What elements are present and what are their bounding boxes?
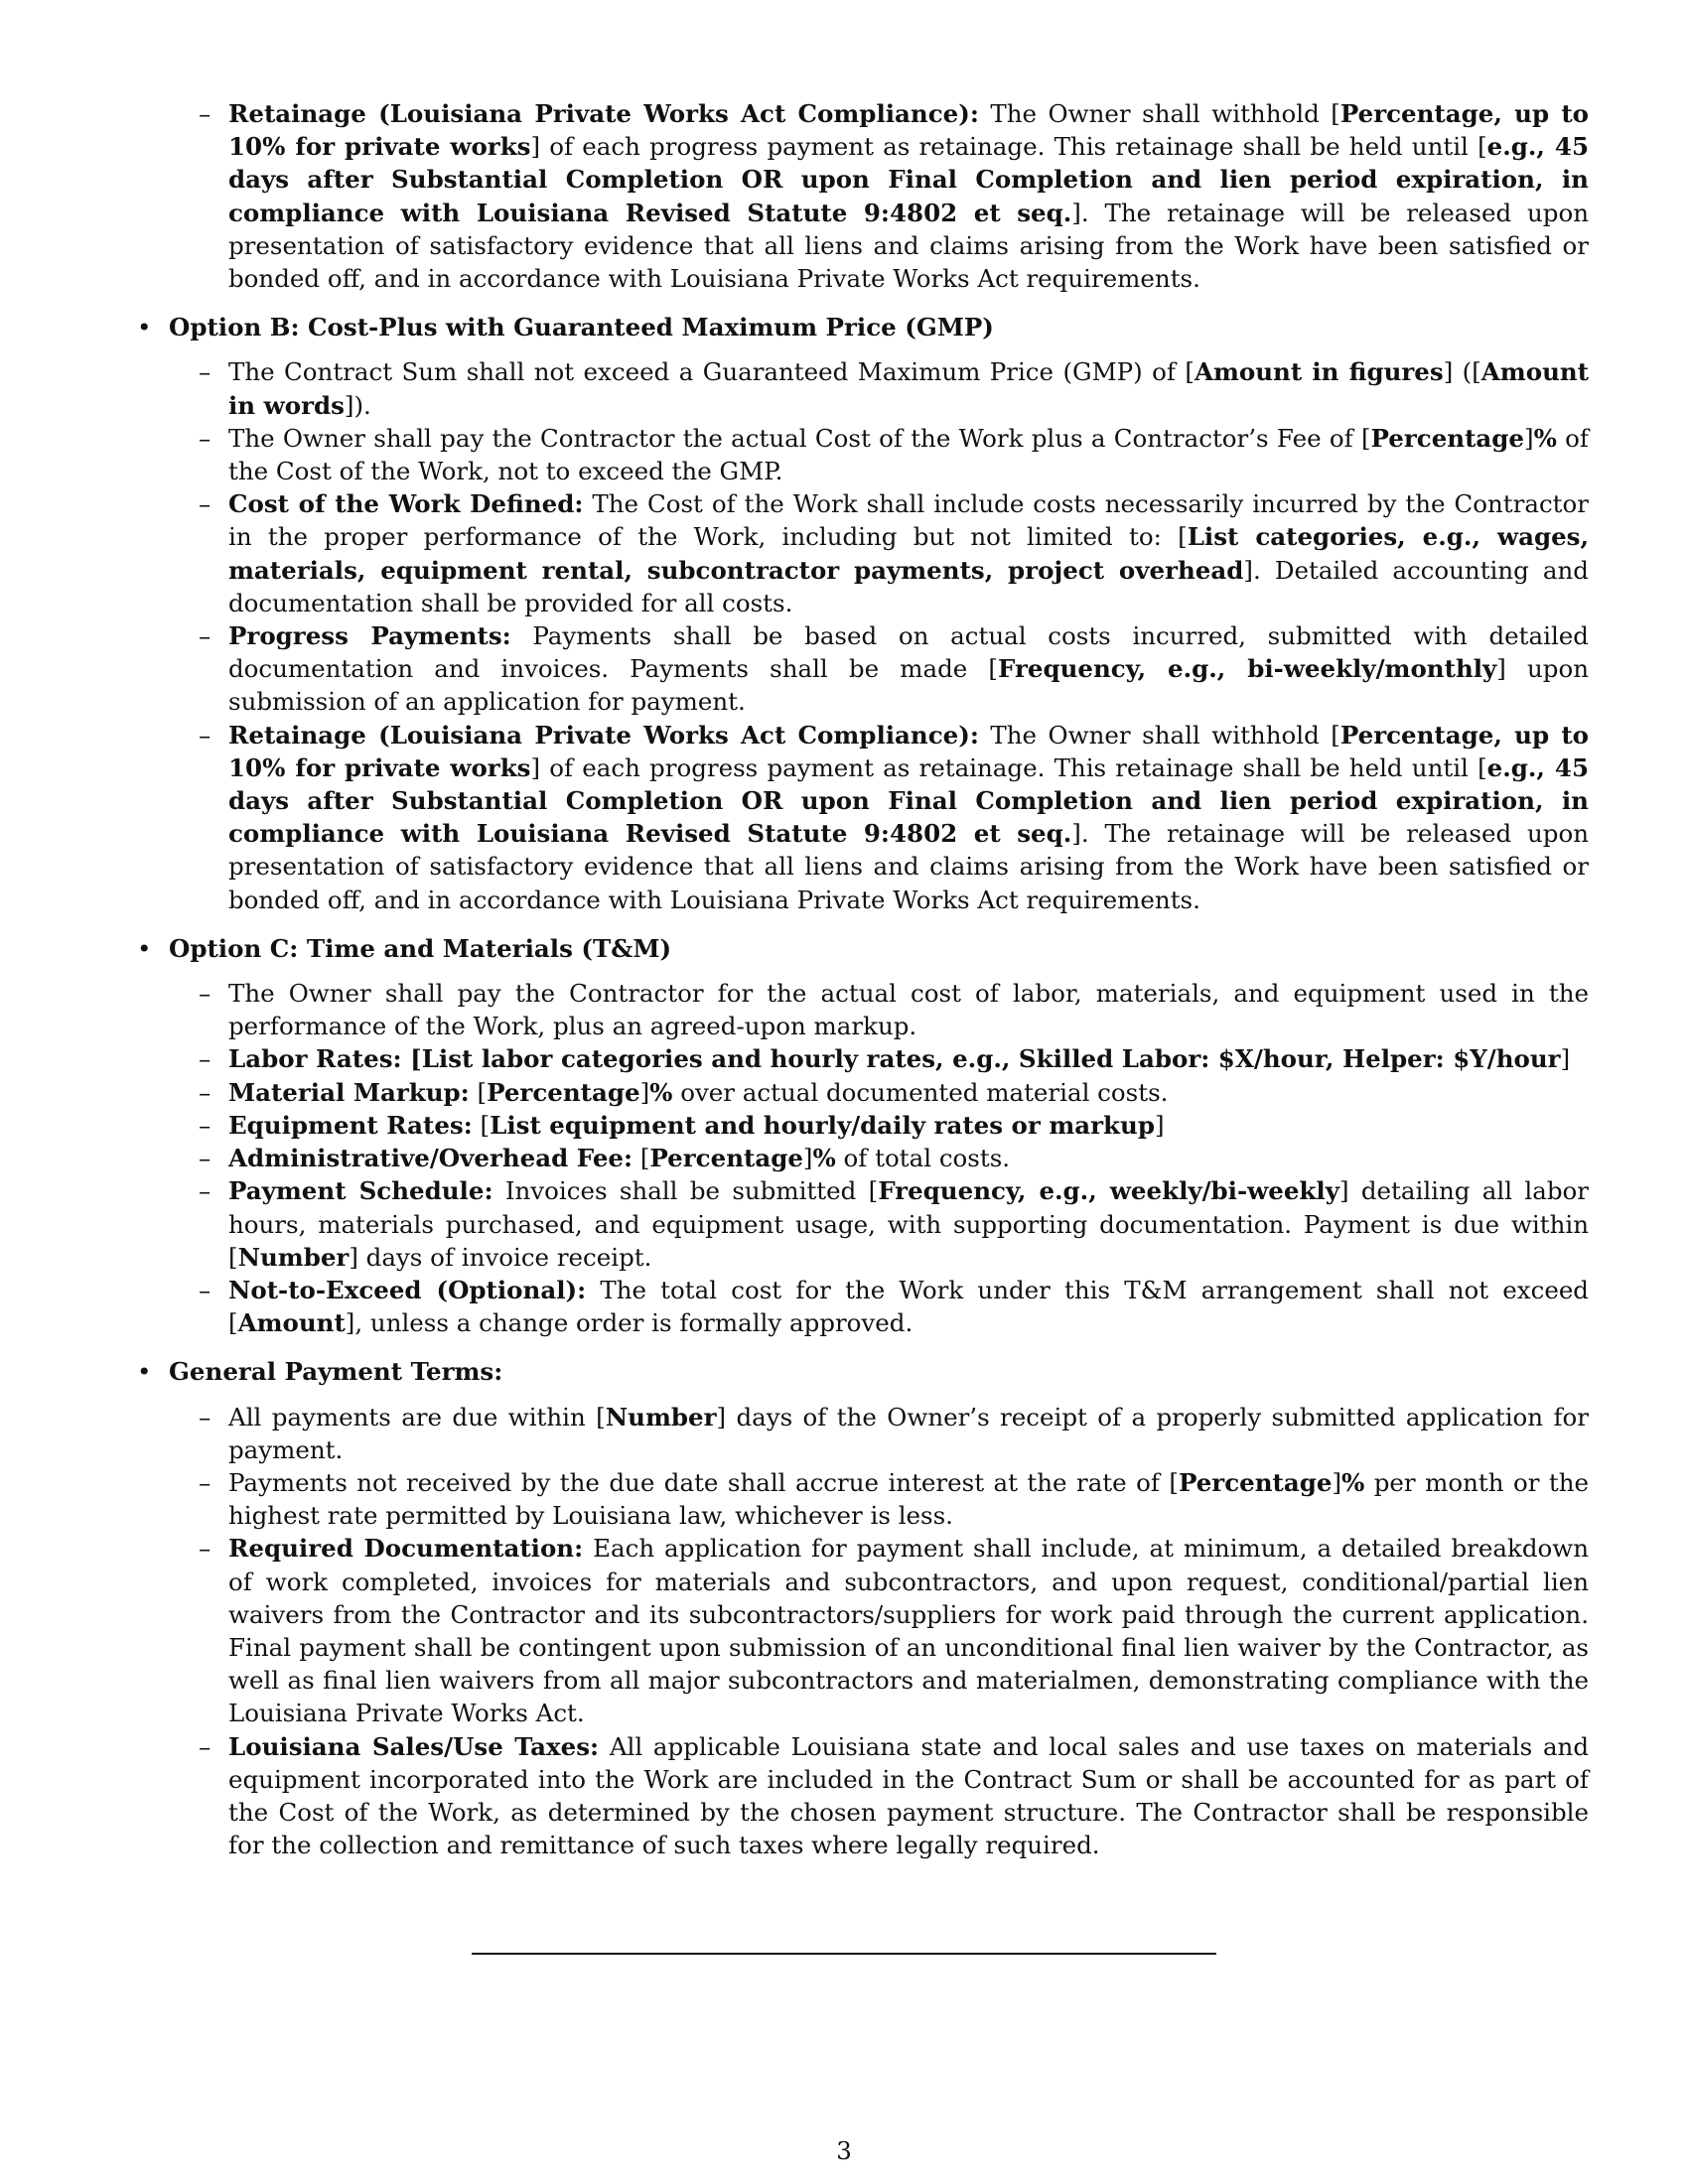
item-text: ]. The retainage will be released upon presentation of satisfactory evidence that all liens and claims arising from the Work have been satisfied or bonded off, and in accordance with Louisiana Private Works Act requirements. xyxy=(228,819,1589,914)
general-interest-item xyxy=(129,1466,1589,1532)
item-label: Cost of the Work Defined: xyxy=(228,489,584,519)
item-text: [ xyxy=(401,1044,422,1074)
percent-sign: % xyxy=(649,1077,673,1107)
item-text: All payments are due within [ xyxy=(228,1402,606,1432)
horizontal-rule xyxy=(472,1953,1216,1955)
item-label: Not-to-Exceed (Optional): xyxy=(228,1275,587,1304)
dash-marker: – xyxy=(199,1275,211,1304)
item-text: The Owner shall pay the Contractor for the actual cost of labor, materials, and equipment used in the performance of the Work, plus an agreed-upon markup. xyxy=(228,979,1589,1041)
option-b-cost-defined-item xyxy=(129,487,1589,619)
item-text: ] xyxy=(1154,1110,1165,1140)
item-text: Each application for payment shall include, at minimum, a detailed breakdown of work completed, invoices for materials and subcontractors, and upon request, conditional/partial lien waivers from the Contractor and its subcontractors/suppliers for work paid through the current application. Final payment shall be contingent upon submission of an unconditional final lien waiver by the Contractor, as well as final lien waivers from all major subcontractors and materialmen, demonstrating compliance with the Louisiana Private Works Act. xyxy=(228,1534,1590,1728)
option-c-labor-item xyxy=(129,1042,1589,1075)
item-label: Louisiana Sales/Use Taxes: xyxy=(228,1731,600,1761)
placeholder-text: Percentage xyxy=(1370,423,1525,453)
placeholder-text: Number xyxy=(237,1242,350,1272)
item-text: ]. Detailed accounting and documentation shall be provided for all costs. xyxy=(228,555,1589,617)
option-b-gmp-item xyxy=(129,355,1589,421)
dash-marker: – xyxy=(199,1467,211,1497)
item-text: Invoices shall be submitted [ xyxy=(492,1176,879,1206)
dash-marker: – xyxy=(199,621,211,651)
item-text: ] upon submission of an application for payment. xyxy=(228,654,1589,717)
item-text: ] xyxy=(1560,1044,1571,1074)
item-text: The Contract Sum shall not exceed a Guaranteed Maximum Price (GMP) of [ xyxy=(228,357,1195,387)
item-text: per month or the highest rate permitted by Louisiana law, whichever is less. xyxy=(228,1467,1589,1531)
dash-marker: – xyxy=(199,1110,211,1140)
option-c-nte-item xyxy=(129,1274,1589,1339)
item-text: The Owner shall pay the Contractor the actual Cost of the Work plus a Contractor’s Fee of [ xyxy=(228,423,1371,453)
general-docs-item xyxy=(129,1532,1589,1729)
item-label: Labor Rates: xyxy=(228,1044,402,1074)
item-text: ] xyxy=(802,1144,813,1173)
item-text: ] detailing all labor hours, materials purchased, and equipment usage, with supporting documentation. Payment is due within [ xyxy=(228,1176,1589,1272)
dash-marker: – xyxy=(199,1402,211,1432)
item-text: ] xyxy=(1332,1467,1342,1497)
percent-sign: % xyxy=(1341,1467,1365,1497)
general-due-item xyxy=(129,1401,1589,1466)
page-number: 3 xyxy=(836,2136,852,2165)
dash-marker: – xyxy=(199,720,211,750)
item-text: of the Cost of the Work, not to exceed the GMP. xyxy=(228,423,1589,486)
option-c-intro-item xyxy=(129,977,1589,1042)
placeholder-text: Percentage xyxy=(487,1077,640,1107)
placeholder-text: Percentage, up to 10% for private works xyxy=(228,720,1589,782)
item-text: The total cost for the Work under this T&M arrangement shall not exceed [ xyxy=(228,1275,1589,1338)
placeholder-text: Frequency, e.g., bi-weekly/monthly xyxy=(997,654,1497,684)
percent-sign: % xyxy=(812,1144,836,1173)
dash-marker: – xyxy=(199,1077,211,1107)
item-text: Payments not received by the due date shall accrue interest at the rate of [ xyxy=(228,1467,1179,1497)
item-text: of total costs. xyxy=(835,1144,1011,1173)
general-taxes-item xyxy=(129,1730,1589,1862)
item-text: ] days of invoice receipt. xyxy=(349,1242,652,1272)
item-label: Retainage (Louisiana Private Works Act Compliance): xyxy=(228,99,979,128)
item-text: All applicable Louisiana state and local sales and use taxes on materials and equipment incorporated into the Work are included in the Contract Sum or shall be accounted for as part of the Cost of the Work, as determined by the chosen payment structure. The Contractor shall be responsible for the collection and remittance of such taxes where legally required. xyxy=(228,1731,1590,1860)
placeholder-text: Percentage xyxy=(649,1144,803,1173)
option-b-fee-item xyxy=(129,422,1589,487)
item-label: Equipment Rates: xyxy=(228,1110,473,1140)
item-text: The Cost of the Work shall include costs necessarily incurred by the Contractor in the proper performance of the Work, including but not limited to: [ xyxy=(228,489,1589,552)
placeholder-text: Amount xyxy=(237,1308,346,1338)
general-terms-heading xyxy=(129,1355,1589,1388)
option-c-equipment-item xyxy=(129,1109,1589,1142)
item-text: Payments shall be based on actual costs incurred, submitted with detailed documentation and invoices. Payments shall be made [ xyxy=(228,621,1589,684)
item-label: Material Markup: xyxy=(228,1077,470,1107)
item-label: Progress Payments: xyxy=(228,621,511,651)
placeholder-text: List labor categories and hourly rates, e.g., Skilled Labor: $X/hour, Helper: $Y/hour xyxy=(421,1044,1561,1074)
section-title: General Payment Terms: xyxy=(169,1357,503,1387)
item-text: [ xyxy=(472,1110,491,1140)
dash-marker: – xyxy=(199,423,211,453)
dash-marker: – xyxy=(199,1731,211,1761)
item-text: The Owner shall withhold [ xyxy=(978,720,1340,750)
dash-marker: – xyxy=(199,1044,211,1074)
option-b-retainage-item xyxy=(129,719,1589,916)
item-text: [ xyxy=(469,1077,488,1107)
dash-marker: – xyxy=(199,357,211,387)
item-text: ]). xyxy=(344,390,371,420)
item-label: Retainage (Louisiana Private Works Act Compliance): xyxy=(228,720,979,750)
dash-marker: – xyxy=(199,1534,211,1564)
dash-marker: – xyxy=(199,99,211,128)
payment-terms-section xyxy=(129,97,1589,1861)
item-text: ]. The retainage will be released upon presentation of satisfactory evidence that all liens and claims arising from the Work have been satisfied or bonded off, and in accordance with Louisiana Private Works Act requirements. xyxy=(228,198,1589,294)
placeholder-text: e.g., 45 days after Substantial Completion OR upon Final Completion and lien period expiration, in compliance with Louisiana Revised Statute 9:4802 et seq. xyxy=(228,132,1589,227)
item-text: ] of each progress payment as retainage. This retainage shall be held until [ xyxy=(530,132,1487,162)
item-label: Payment Schedule: xyxy=(228,1176,493,1206)
option-c-material-item xyxy=(129,1076,1589,1109)
item-text: The Owner shall withhold [ xyxy=(978,99,1340,128)
section-title: Option B: Cost-Plus with Guaranteed Maximum Price (GMP) xyxy=(169,313,994,342)
dash-marker: – xyxy=(199,1176,211,1206)
option-c-heading xyxy=(129,932,1589,965)
placeholder-text: Percentage, up to 10% for private works xyxy=(228,99,1589,162)
option-a-retainage-item xyxy=(129,97,1589,295)
item-text: ] of each progress payment as retainage. This retainage shall be held until [ xyxy=(530,752,1487,782)
placeholder-text: e.g., 45 days after Substantial Completion OR upon Final Completion and lien period expiration, in compliance with Louisiana Revised Statute 9:4802 et seq. xyxy=(228,752,1589,849)
option-c-admin-item xyxy=(129,1142,1589,1174)
dash-marker: – xyxy=(199,979,211,1009)
placeholder-text: Frequency, e.g., weekly/bi-weekly xyxy=(878,1176,1339,1206)
bullet-marker: • xyxy=(137,313,152,342)
dash-marker: – xyxy=(199,489,211,519)
option-c-schedule-item xyxy=(129,1174,1589,1274)
item-text: [ xyxy=(633,1144,650,1173)
bullet-marker: • xyxy=(137,933,152,963)
placeholder-text: Amount in words xyxy=(228,357,1590,420)
item-label: Required Documentation: xyxy=(228,1534,584,1564)
placeholder-text: Number xyxy=(605,1402,717,1432)
section-title: Option C: Time and Materials (T&M) xyxy=(169,933,672,963)
item-text: over actual documented material costs. xyxy=(672,1077,1169,1107)
placeholder-text: List categories, e.g., wages, materials, equipment rental, subcontractor payments, project overhead xyxy=(228,522,1590,585)
item-text: ] ([ xyxy=(1443,357,1481,387)
item-label: Administrative/Overhead Fee: xyxy=(228,1144,633,1173)
placeholder-text: Percentage xyxy=(1178,1467,1333,1497)
option-b-progress-item xyxy=(129,619,1589,719)
item-text: ] days of the Owner’s receipt of a properly submitted application for payment. xyxy=(228,1402,1590,1464)
placeholder-text: List equipment and hourly/daily rates or markup xyxy=(490,1110,1155,1140)
dash-marker: – xyxy=(199,1144,211,1173)
percent-sign: % xyxy=(1533,423,1557,453)
placeholder-text: Amount in figures xyxy=(1194,357,1444,387)
item-text: ] xyxy=(1524,423,1534,453)
item-text: ], unless a change order is formally approved. xyxy=(345,1308,914,1338)
bullet-marker: • xyxy=(137,1357,152,1387)
item-text: ] xyxy=(639,1077,650,1107)
option-b-heading xyxy=(129,311,1589,343)
